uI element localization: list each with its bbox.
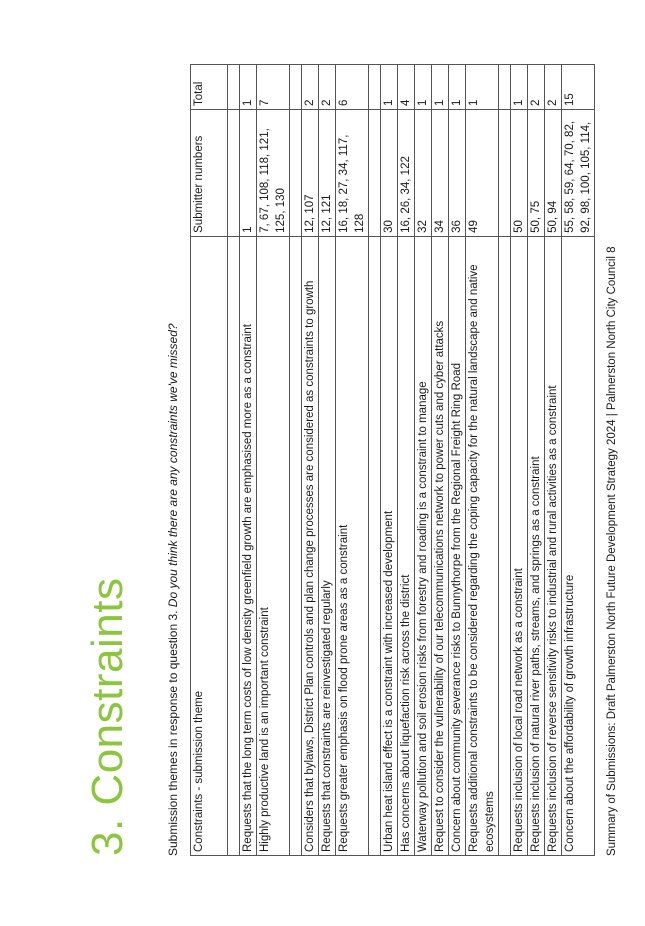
table-row — [302, 65, 319, 856]
total-cell: 1 — [415, 65, 432, 110]
header-submitters: Submitter numbers — [191, 109, 228, 236]
spacer-cell — [499, 236, 511, 855]
submitters-cell: 16, 26, 34, 122 — [398, 109, 415, 236]
submitters-cell: 49 — [466, 109, 499, 236]
group-spacer-row — [228, 65, 240, 856]
spacer-cell — [369, 109, 381, 236]
header-total: Total — [191, 65, 228, 110]
table-row — [319, 65, 336, 856]
group-spacer-row — [290, 65, 302, 856]
theme-cell: Requests inclusion of reverse sensitivity risks to industrial and rural activities as a constraint — [545, 236, 562, 855]
submitters-cell: 55, 58, 59, 64, 70, 82, 92, 98, 100, 105, 114, — [562, 109, 595, 236]
submitters-cell: 16, 18, 27, 34, 117, 128 — [336, 109, 369, 236]
theme-cell: Concern about the affordability of growth infrastructure — [562, 236, 595, 855]
theme-cell: Requests that constraints are reinvestigated regularly — [319, 236, 336, 855]
spacer-cell — [290, 109, 302, 236]
spacer-cell — [228, 65, 240, 110]
total-cell: 2 — [545, 65, 562, 110]
spacer-cell — [369, 236, 381, 855]
page-title: 3. Constraints — [83, 577, 132, 856]
submitters-cell: 1 — [240, 109, 257, 236]
total-cell: 1 — [381, 65, 398, 110]
spacer-cell — [290, 236, 302, 855]
total-cell: 6 — [336, 65, 369, 110]
theme-cell: Highly productive land is an important constraint — [257, 236, 290, 855]
table-row — [562, 65, 595, 856]
submitters-cell: 32 — [415, 109, 432, 236]
total-cell: 1 — [240, 65, 257, 110]
submitters-cell: 50, 75 — [528, 109, 545, 236]
table-row — [398, 65, 415, 856]
intro-prefix: Submission themes in response to question 3. — [166, 607, 180, 856]
total-cell: 2 — [528, 65, 545, 110]
spacer-cell — [290, 65, 302, 110]
table-row — [432, 65, 449, 856]
submitters-cell: 34 — [432, 109, 449, 236]
total-cell: 15 — [562, 65, 595, 110]
theme-cell: Request to consider the vulnerability of our telecommunications network to power cuts and cyber attacks — [432, 236, 449, 855]
group-spacer-row — [499, 65, 511, 856]
submitters-cell: 12, 107 — [302, 109, 319, 236]
total-cell: 2 — [319, 65, 336, 110]
spacer-cell — [499, 109, 511, 236]
submitters-cell: 36 — [449, 109, 466, 236]
theme-cell: Requests that the long term costs of low density greenfield growth are emphasised more as a constraint — [240, 236, 257, 855]
table-row — [528, 65, 545, 856]
intro-text — [166, 323, 180, 856]
table-row — [449, 65, 466, 856]
table-row — [336, 65, 369, 856]
table-row — [415, 65, 432, 856]
total-cell: 1 — [466, 65, 499, 110]
table-body — [228, 65, 595, 856]
table-row — [257, 65, 290, 856]
total-cell: 4 — [398, 65, 415, 110]
submitters-cell: 30 — [381, 109, 398, 236]
theme-cell: Requests inclusion of local road network as a constraint — [511, 236, 528, 855]
theme-cell: Has concerns about liquefaction risk across the district — [398, 236, 415, 855]
spacer-cell — [228, 109, 240, 236]
header-theme: Constraints - submission theme — [191, 236, 228, 855]
group-spacer-row — [369, 65, 381, 856]
total-cell: 1 — [511, 65, 528, 110]
page-footer: Summary of Submissions: Draft Palmerston North Future Development Strategy 2024 | Palmerston North City Council 8 — [606, 246, 618, 856]
total-cell: 1 — [432, 65, 449, 110]
submitters-cell: 50, 94 — [545, 109, 562, 236]
theme-cell: Urban heat island effect is a constraint with increased development — [381, 236, 398, 855]
total-cell: 7 — [257, 65, 290, 110]
submitters-cell: 50 — [511, 109, 528, 236]
spacer-cell — [369, 65, 381, 110]
intro-question: Do you think there are any constraints we've missed? — [166, 323, 180, 608]
submitters-cell: 7, 67, 108, 118, 121, 125, 130 — [257, 109, 290, 236]
total-cell: 2 — [302, 65, 319, 110]
spacer-cell — [499, 65, 511, 110]
table-row — [545, 65, 562, 856]
theme-cell: Requests additional constraints to be considered regarding the coping capacity for the natural landscape and native ecosystems — [466, 236, 499, 855]
table-row — [466, 65, 499, 856]
table-row — [240, 65, 257, 856]
spacer-cell — [228, 236, 240, 855]
theme-cell: Requests inclusion of natural river paths, streams, and springs as a constraint — [528, 236, 545, 855]
theme-cell: Concern about community severance risks to Bunnythorpe from the Regional Freight Ring Road — [449, 236, 466, 855]
table-header-row — [191, 65, 228, 856]
theme-cell: Considers that bylaws, District Plan controls and plan change processes are considered as constraints to growth — [302, 236, 319, 855]
constraints-table — [190, 64, 595, 856]
table-row — [381, 65, 398, 856]
submitters-cell: 12, 121 — [319, 109, 336, 236]
table-row — [511, 65, 528, 856]
theme-cell: Requests greater emphasis on flood prone areas as a constraint — [336, 236, 369, 855]
theme-cell: Waterway pollution and soil erosion risks from forestry and roading is a constraint to manage — [415, 236, 432, 855]
total-cell: 1 — [449, 65, 466, 110]
